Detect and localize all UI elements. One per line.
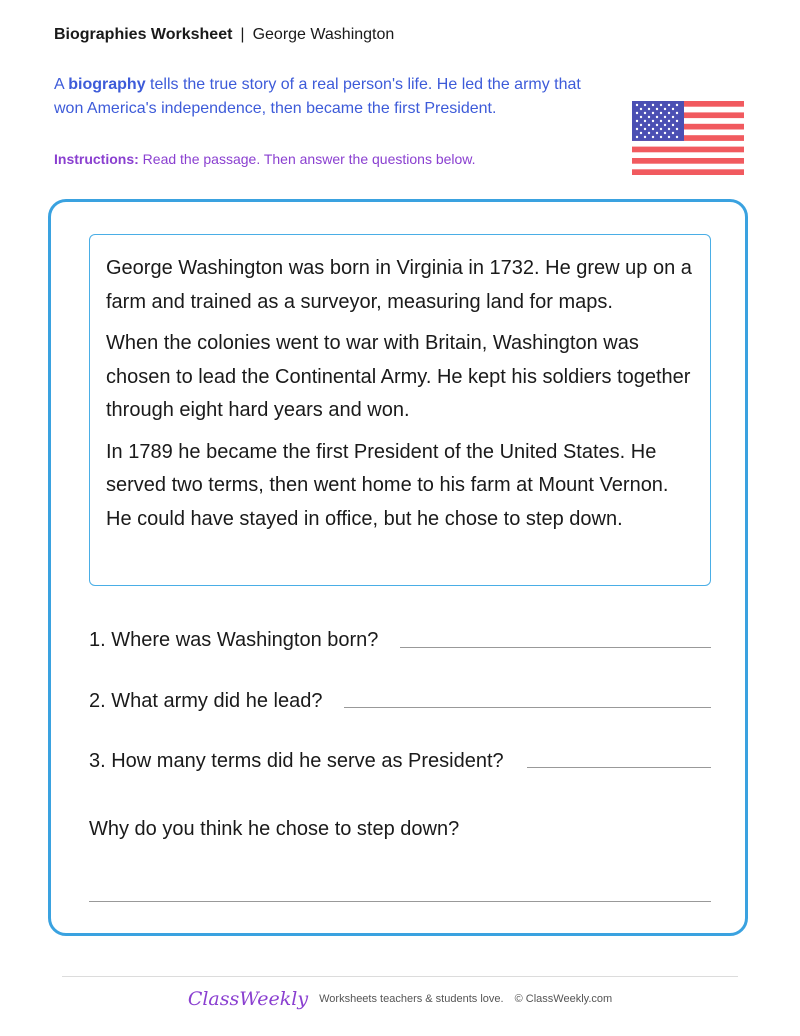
header-separator: | [240, 26, 245, 43]
open-question: Why do you think he chose to step down? [89, 818, 460, 840]
footer-copyright: © ClassWeekly.com [514, 993, 613, 1005]
intro-prefix: A [54, 76, 64, 93]
worksheet-title: Biographies Worksheet [54, 26, 233, 43]
worksheet-header [54, 26, 394, 44]
passage-paragraph: When the colonies went to war with Britain, Washington was chosen to lead the Continental Army. He kept his soldiers together through eight hard years and won. [106, 332, 691, 421]
answer-line-1[interactable] [400, 647, 711, 648]
us-flag-icon [632, 101, 744, 175]
question-1: 1. Where was Washington born? [89, 629, 379, 651]
instructions-label: Instructions: [54, 151, 139, 167]
intro-term: biography [68, 76, 146, 93]
question-2: 2. What army did he lead? [89, 690, 323, 712]
answer-line-open[interactable] [89, 901, 711, 902]
intro-text [54, 73, 614, 121]
passage-paragraph: George Washington was born in Virginia in 1732. He grew up on a farm and trained as a surveyor, measuring land for maps. [106, 257, 692, 313]
answer-line-2[interactable] [344, 707, 711, 708]
answer-line-3[interactable] [527, 767, 711, 768]
instructions [54, 151, 476, 167]
intro-body: tells the true story of a real person's life. He led the army that won America's independence, then became the first President. [54, 76, 581, 117]
instructions-text: Read the passage. Then answer the questions below. [142, 151, 476, 167]
reading-passage [89, 234, 711, 586]
footer-divider [62, 976, 738, 977]
passage-paragraph: In 1789 he became the first President of the United States. He served two terms, then went home to his farm at Mount Vernon. He could have stayed in office, but he chose to step down. [106, 440, 669, 530]
footer-tagline: Worksheets teachers & students love. [319, 993, 504, 1005]
classweekly-logo: ClassWeekly [187, 988, 309, 1010]
footer [0, 988, 800, 1010]
question-3: 3. How many terms did he serve as President? [89, 750, 504, 772]
worksheet-subtitle: George Washington [252, 26, 395, 43]
